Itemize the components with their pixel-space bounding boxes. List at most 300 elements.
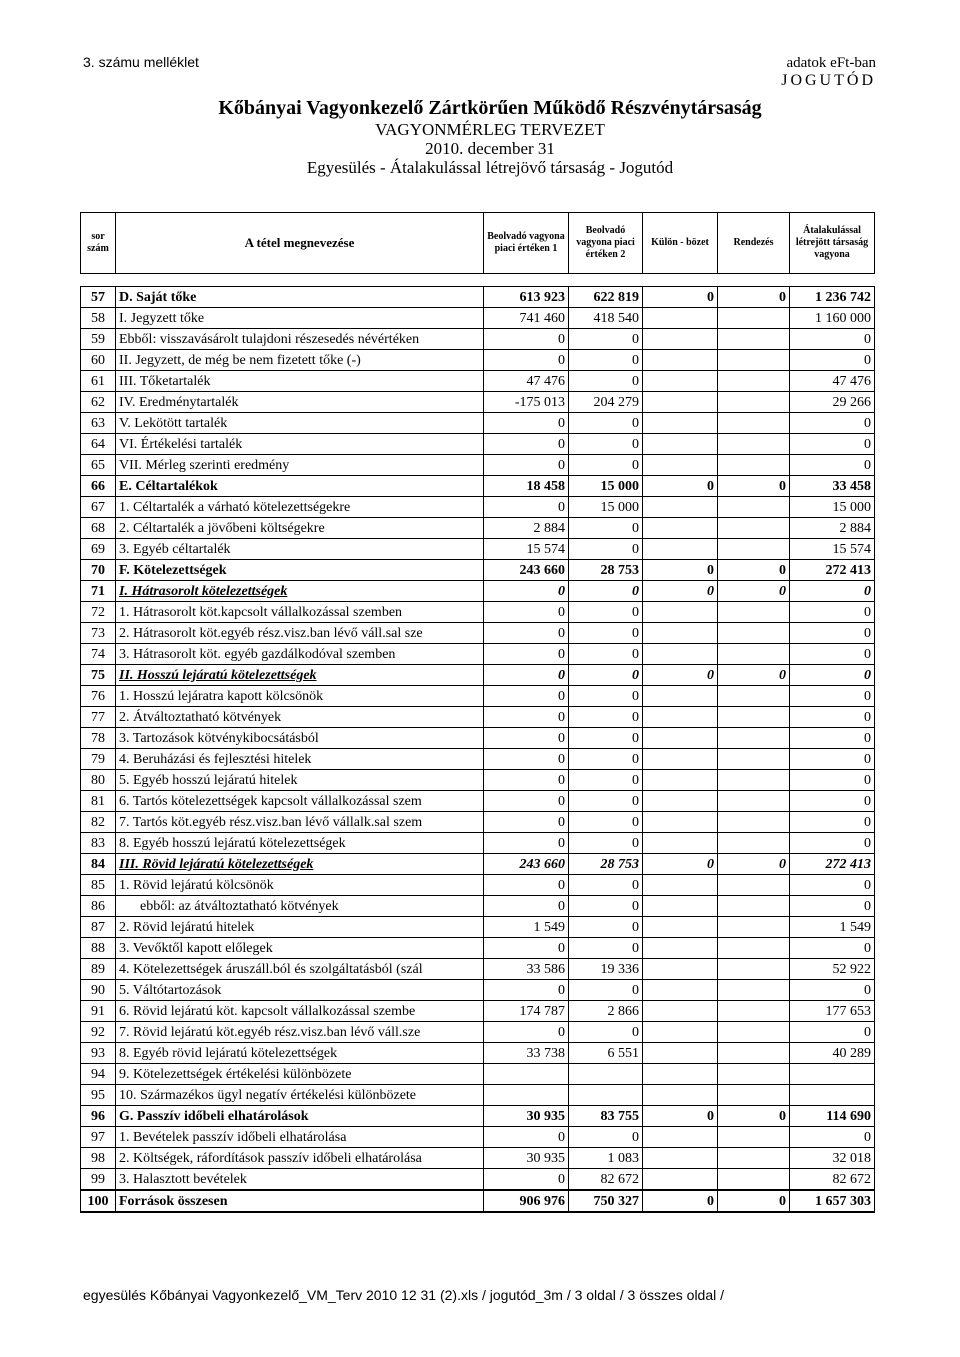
value-col1: 243 660 <box>484 854 569 875</box>
row-label: 1. Hátrasorolt köt.kapcsolt vállalkozással szemben <box>116 602 484 623</box>
value-col2: 28 753 <box>569 854 643 875</box>
row-label: 6. Tartós kötelezettségek kapcsolt vállalkozással szem <box>116 791 484 812</box>
value-col4: 0 <box>718 476 790 497</box>
value-col1: 0 <box>484 812 569 833</box>
row-label: Források összesen <box>116 1190 484 1212</box>
value-col5: 0 <box>790 812 875 833</box>
table-row <box>81 1064 875 1085</box>
value-col2: 0 <box>569 518 643 539</box>
value-col1: 0 <box>484 644 569 665</box>
table-row <box>81 1190 875 1212</box>
table-row <box>81 434 875 455</box>
value-col1: 243 660 <box>484 560 569 581</box>
table-row <box>81 980 875 1001</box>
table-row <box>81 455 875 476</box>
row-label: 7. Tartós köt.egyéb rész.visz.ban lévő vállalk.sal szem <box>116 812 484 833</box>
value-col1: 0 <box>484 686 569 707</box>
row-label: 1. Bevételek passzív időbeli elhatárolása <box>116 1127 484 1148</box>
row-label: G. Passzív időbeli elhatárolások <box>116 1106 484 1127</box>
value-col3: 0 <box>643 665 718 686</box>
value-col1: 33 586 <box>484 959 569 980</box>
value-col2: 15 000 <box>569 476 643 497</box>
value-col4 <box>718 1064 790 1085</box>
value-col4 <box>718 518 790 539</box>
row-number: 67 <box>81 497 116 518</box>
value-col2: 0 <box>569 833 643 854</box>
value-col5: 1 236 742 <box>790 287 875 308</box>
value-col3: 0 <box>643 476 718 497</box>
value-col1: 0 <box>484 350 569 371</box>
value-col4 <box>718 413 790 434</box>
value-col5: 0 <box>790 980 875 1001</box>
row-label: 2. Hátrasorolt köt.egyéb rész.visz.ban lévő váll.sal sze <box>116 623 484 644</box>
value-col3 <box>643 371 718 392</box>
row-number: 76 <box>81 686 116 707</box>
table-row <box>81 959 875 980</box>
row-number: 79 <box>81 749 116 770</box>
value-col2: 0 <box>569 329 643 350</box>
value-col3 <box>643 392 718 413</box>
value-col1: 0 <box>484 581 569 602</box>
row-number: 86 <box>81 896 116 917</box>
value-col3 <box>643 518 718 539</box>
value-col2: 0 <box>569 749 643 770</box>
row-label: 9. Kötelezettségek értékelési különbözete <box>116 1064 484 1085</box>
row-number: 61 <box>81 371 116 392</box>
value-col3 <box>643 1085 718 1106</box>
row-label: 3. Vevőktől kapott előlegek <box>116 938 484 959</box>
value-col5: 177 653 <box>790 1001 875 1022</box>
value-col4 <box>718 1127 790 1148</box>
row-label: 8. Egyéb rövid lejáratú kötelezettségek <box>116 1043 484 1064</box>
row-number: 80 <box>81 770 116 791</box>
value-col4: 0 <box>718 1106 790 1127</box>
row-label: 2. Átváltoztatható kötvények <box>116 707 484 728</box>
value-col1: 33 738 <box>484 1043 569 1064</box>
successor-label: JOGUTÓD <box>781 72 876 89</box>
value-col5: 0 <box>790 455 875 476</box>
table-row <box>81 1001 875 1022</box>
row-label: 5. Egyéb hosszú lejáratú hitelek <box>116 770 484 791</box>
value-col1: 0 <box>484 875 569 896</box>
value-col5: 47 476 <box>790 371 875 392</box>
row-number: 65 <box>81 455 116 476</box>
value-col4 <box>718 1001 790 1022</box>
value-col2: 0 <box>569 896 643 917</box>
row-label: IV. Eredménytartalék <box>116 392 484 413</box>
row-number: 71 <box>81 581 116 602</box>
value-col5: 15 000 <box>790 497 875 518</box>
row-label: II. Hosszú lejáratú kötelezettségek <box>116 665 484 686</box>
value-col3 <box>643 308 718 329</box>
row-number: 74 <box>81 644 116 665</box>
value-col4 <box>718 1022 790 1043</box>
value-col1: 15 574 <box>484 539 569 560</box>
value-col4 <box>718 749 790 770</box>
value-col2 <box>569 1064 643 1085</box>
value-col4 <box>718 1148 790 1169</box>
attachment-label: 3. számu melléklet <box>83 54 199 70</box>
table-row <box>81 497 875 518</box>
table-row <box>81 413 875 434</box>
value-col2: 0 <box>569 791 643 812</box>
value-col4: 0 <box>718 287 790 308</box>
value-col2: 19 336 <box>569 959 643 980</box>
value-col1 <box>484 1064 569 1085</box>
row-label: 1. Hosszú lejáratra kapott kölcsönök <box>116 686 484 707</box>
value-col3 <box>643 938 718 959</box>
value-col3: 0 <box>643 1106 718 1127</box>
value-col4 <box>718 329 790 350</box>
row-label: D. Saját tőke <box>116 287 484 308</box>
col-header-value1: Beolvadó vagyona piaci értéken 1 <box>484 213 569 274</box>
value-col1: 613 923 <box>484 287 569 308</box>
balance-sheet-table <box>80 212 875 1213</box>
value-col1: 0 <box>484 791 569 812</box>
company-title: Kőbányai Vagyonkezelő Zártkörűen Működő Részvénytársaság <box>218 97 762 119</box>
value-col2: 0 <box>569 1022 643 1043</box>
value-col5: 0 <box>790 644 875 665</box>
row-number: 93 <box>81 1043 116 1064</box>
value-col2: 0 <box>569 539 643 560</box>
value-col1: 906 976 <box>484 1190 569 1212</box>
table-row <box>81 1127 875 1148</box>
table-row <box>81 1169 875 1191</box>
value-col1: 0 <box>484 602 569 623</box>
table-row <box>81 875 875 896</box>
value-col3 <box>643 1043 718 1064</box>
value-col4: 0 <box>718 854 790 875</box>
row-number: 64 <box>81 434 116 455</box>
row-label: 3. Tartozások kötvénykibocsátásból <box>116 728 484 749</box>
value-col5: 272 413 <box>790 854 875 875</box>
value-col1: 174 787 <box>484 1001 569 1022</box>
row-label: VI. Értékelési tartalék <box>116 434 484 455</box>
value-col5: 0 <box>790 938 875 959</box>
unit-label: adatok eFt-ban <box>786 55 876 71</box>
value-col2: 0 <box>569 434 643 455</box>
col-header-result: Átalakulással létrejött társaság vagyona <box>790 213 875 274</box>
value-col2: 6 551 <box>569 1043 643 1064</box>
value-col4 <box>718 434 790 455</box>
value-col2: 0 <box>569 1127 643 1148</box>
value-col2: 0 <box>569 938 643 959</box>
unit-block <box>781 54 876 90</box>
value-col3 <box>643 875 718 896</box>
value-col5: 0 <box>790 833 875 854</box>
value-col1: 0 <box>484 938 569 959</box>
value-col3: 0 <box>643 560 718 581</box>
value-col2: 0 <box>569 644 643 665</box>
value-col1: 0 <box>484 896 569 917</box>
value-col5: 0 <box>790 602 875 623</box>
row-label: 2. Költségek, ráfordítások passzív időbeli elhatárolása <box>116 1148 484 1169</box>
value-col3 <box>643 329 718 350</box>
value-col3 <box>643 896 718 917</box>
table-row <box>81 287 875 308</box>
table-row <box>81 686 875 707</box>
table-row <box>81 602 875 623</box>
value-col4 <box>718 728 790 749</box>
row-number: 75 <box>81 665 116 686</box>
table-row <box>81 371 875 392</box>
value-col5: 32 018 <box>790 1148 875 1169</box>
table-row <box>81 665 875 686</box>
col-header-name: A tétel megnevezése <box>116 213 484 274</box>
value-col4: 0 <box>718 581 790 602</box>
value-col1: 0 <box>484 665 569 686</box>
value-col4 <box>718 644 790 665</box>
value-col5: 15 574 <box>790 539 875 560</box>
value-col1: 0 <box>484 833 569 854</box>
value-col3 <box>643 644 718 665</box>
value-col5: 114 690 <box>790 1106 875 1127</box>
value-col1: 0 <box>484 980 569 1001</box>
value-col3 <box>643 455 718 476</box>
row-label: 6. Rövid lejáratú köt. kapcsolt vállalkozással szembe <box>116 1001 484 1022</box>
value-col2: 1 083 <box>569 1148 643 1169</box>
value-col4 <box>718 1085 790 1106</box>
value-col3 <box>643 497 718 518</box>
value-col3: 0 <box>643 854 718 875</box>
value-col2: 0 <box>569 770 643 791</box>
table-row <box>81 833 875 854</box>
table-row <box>81 1043 875 1064</box>
value-col2 <box>569 1085 643 1106</box>
value-col1: 0 <box>484 749 569 770</box>
value-col4 <box>718 896 790 917</box>
value-col4 <box>718 938 790 959</box>
row-label: F. Kötelezettségek <box>116 560 484 581</box>
row-label: 10. Származékos ügyl negatív értékelési különbözete <box>116 1085 484 1106</box>
value-col4 <box>718 959 790 980</box>
value-col5: 2 884 <box>790 518 875 539</box>
value-col4 <box>718 1043 790 1064</box>
row-number: 66 <box>81 476 116 497</box>
value-col4 <box>718 833 790 854</box>
row-number: 96 <box>81 1106 116 1127</box>
value-col3: 0 <box>643 581 718 602</box>
value-col2: 0 <box>569 602 643 623</box>
row-label: I. Jegyzett tőke <box>116 308 484 329</box>
value-col4: 0 <box>718 665 790 686</box>
value-col3 <box>643 350 718 371</box>
table-row <box>81 350 875 371</box>
table-row <box>81 896 875 917</box>
value-col5: 0 <box>790 1127 875 1148</box>
row-number: 90 <box>81 980 116 1001</box>
row-label: 1. Rövid lejáratú kölcsönök <box>116 875 484 896</box>
row-number: 73 <box>81 623 116 644</box>
value-col5: 1 657 303 <box>790 1190 875 1212</box>
value-col2: 0 <box>569 875 643 896</box>
row-number: 89 <box>81 959 116 980</box>
value-col1: -175 013 <box>484 392 569 413</box>
value-col1: 47 476 <box>484 371 569 392</box>
value-col2: 0 <box>569 707 643 728</box>
value-col1: 0 <box>484 413 569 434</box>
value-col4 <box>718 1169 790 1191</box>
value-col2: 2 866 <box>569 1001 643 1022</box>
value-col2: 0 <box>569 686 643 707</box>
value-col2: 0 <box>569 728 643 749</box>
value-col5: 0 <box>790 1022 875 1043</box>
row-label: VII. Mérleg szerinti eredmény <box>116 455 484 476</box>
value-col5: 0 <box>790 875 875 896</box>
table-row <box>81 1106 875 1127</box>
row-number: 100 <box>81 1190 116 1212</box>
value-col2: 0 <box>569 350 643 371</box>
value-col4 <box>718 791 790 812</box>
row-label: 4. Beruházási és fejlesztési hitelek <box>116 749 484 770</box>
table-row <box>81 560 875 581</box>
row-number: 87 <box>81 917 116 938</box>
table-row <box>81 1085 875 1106</box>
row-label: 7. Rövid lejáratú köt.egyéb rész.visz.ban lévő váll.sze <box>116 1022 484 1043</box>
value-col1: 30 935 <box>484 1106 569 1127</box>
row-number: 63 <box>81 413 116 434</box>
report-description: Egyesülés - Átalakulással létrejövő társaság - Jogutód <box>306 158 674 177</box>
col-header-sor: sor szám <box>81 213 116 274</box>
row-label: 1. Céltartalék a várható kötelezettségekre <box>116 497 484 518</box>
value-col5: 0 <box>790 413 875 434</box>
value-col2: 28 753 <box>569 560 643 581</box>
value-col3 <box>643 959 718 980</box>
row-number: 99 <box>81 1169 116 1191</box>
value-col1: 0 <box>484 434 569 455</box>
value-col2: 204 279 <box>569 392 643 413</box>
value-col2: 0 <box>569 812 643 833</box>
value-col4 <box>718 980 790 1001</box>
value-col4 <box>718 455 790 476</box>
row-label: I. Hátrasorolt kötelezettségek <box>116 581 484 602</box>
value-col5: 1 160 000 <box>790 308 875 329</box>
table-row <box>81 644 875 665</box>
table-row <box>81 938 875 959</box>
col-header-settlement: Rendezés <box>718 213 790 274</box>
value-col3 <box>643 728 718 749</box>
value-col3 <box>643 623 718 644</box>
page-footer: egyesülés Kőbányai Vagyonkezelő_VM_Terv 2010 12 31 (2).xls / jogutód_3m / 3 oldal / 3 összes oldal / <box>83 1287 725 1303</box>
value-col2: 418 540 <box>569 308 643 329</box>
row-number: 84 <box>81 854 116 875</box>
value-col5: 1 549 <box>790 917 875 938</box>
report-date: 2010. december 31 <box>425 139 555 158</box>
value-col3: 0 <box>643 287 718 308</box>
value-col2: 0 <box>569 917 643 938</box>
row-number: 82 <box>81 812 116 833</box>
value-col2: 0 <box>569 455 643 476</box>
value-col4 <box>718 392 790 413</box>
report-subtitle: VAGYONMÉRLEG TERVEZET <box>375 120 605 139</box>
row-number: 83 <box>81 833 116 854</box>
table-row <box>81 791 875 812</box>
value-col1: 0 <box>484 728 569 749</box>
col-header-value2: Beolvadó vagyona piaci értéken 2 <box>569 213 643 274</box>
value-col1: 0 <box>484 1169 569 1191</box>
table-row <box>81 770 875 791</box>
value-col2: 0 <box>569 581 643 602</box>
value-col4 <box>718 602 790 623</box>
row-label: Ebből: visszavásárolt tulajdoni részesedés névértéken <box>116 329 484 350</box>
value-col5: 33 458 <box>790 476 875 497</box>
value-col2: 15 000 <box>569 497 643 518</box>
row-label: E. Céltartalékok <box>116 476 484 497</box>
value-col5: 40 289 <box>790 1043 875 1064</box>
value-col5 <box>790 1085 875 1106</box>
value-col5: 0 <box>790 791 875 812</box>
value-col3 <box>643 413 718 434</box>
row-number: 92 <box>81 1022 116 1043</box>
value-col1: 2 884 <box>484 518 569 539</box>
row-number: 77 <box>81 707 116 728</box>
table-row <box>81 476 875 497</box>
row-number: 70 <box>81 560 116 581</box>
value-col3 <box>643 1127 718 1148</box>
value-col4 <box>718 623 790 644</box>
row-number: 59 <box>81 329 116 350</box>
value-col3 <box>643 812 718 833</box>
row-label: ebből: az átváltoztatható kötvények <box>116 896 484 917</box>
value-col4 <box>718 707 790 728</box>
value-col5: 0 <box>790 707 875 728</box>
value-col2: 0 <box>569 665 643 686</box>
col-header-difference: Külön - bözet <box>643 213 718 274</box>
table-row <box>81 308 875 329</box>
value-col4 <box>718 812 790 833</box>
table-row <box>81 623 875 644</box>
table-row <box>81 707 875 728</box>
value-col1: 0 <box>484 623 569 644</box>
row-number: 98 <box>81 1148 116 1169</box>
table-row <box>81 1148 875 1169</box>
row-number: 95 <box>81 1085 116 1106</box>
row-label: III. Rövid lejáratú kötelezettségek <box>116 854 484 875</box>
value-col3 <box>643 917 718 938</box>
row-number: 62 <box>81 392 116 413</box>
row-number: 58 <box>81 308 116 329</box>
row-label: 2. Rövid lejáratú hitelek <box>116 917 484 938</box>
value-col2: 750 327 <box>569 1190 643 1212</box>
row-label: V. Lekötött tartalék <box>116 413 484 434</box>
value-col5: 0 <box>790 749 875 770</box>
value-col1: 0 <box>484 1022 569 1043</box>
value-col4 <box>718 350 790 371</box>
row-number: 69 <box>81 539 116 560</box>
table-row <box>81 581 875 602</box>
row-label: III. Tőketartalék <box>116 371 484 392</box>
value-col2: 622 819 <box>569 287 643 308</box>
value-col2: 0 <box>569 371 643 392</box>
value-col3 <box>643 1001 718 1022</box>
value-col5: 0 <box>790 581 875 602</box>
value-col5: 29 266 <box>790 392 875 413</box>
row-number: 88 <box>81 938 116 959</box>
value-col5 <box>790 1064 875 1085</box>
value-col5: 0 <box>790 329 875 350</box>
value-col4 <box>718 497 790 518</box>
value-col3: 0 <box>643 1190 718 1212</box>
row-number: 94 <box>81 1064 116 1085</box>
row-number: 81 <box>81 791 116 812</box>
row-label: 8. Egyéb hosszú lejáratú kötelezettségek <box>116 833 484 854</box>
value-col3 <box>643 749 718 770</box>
value-col2: 0 <box>569 980 643 1001</box>
table-row <box>81 728 875 749</box>
value-col5: 52 922 <box>790 959 875 980</box>
table-row <box>81 392 875 413</box>
row-number: 97 <box>81 1127 116 1148</box>
